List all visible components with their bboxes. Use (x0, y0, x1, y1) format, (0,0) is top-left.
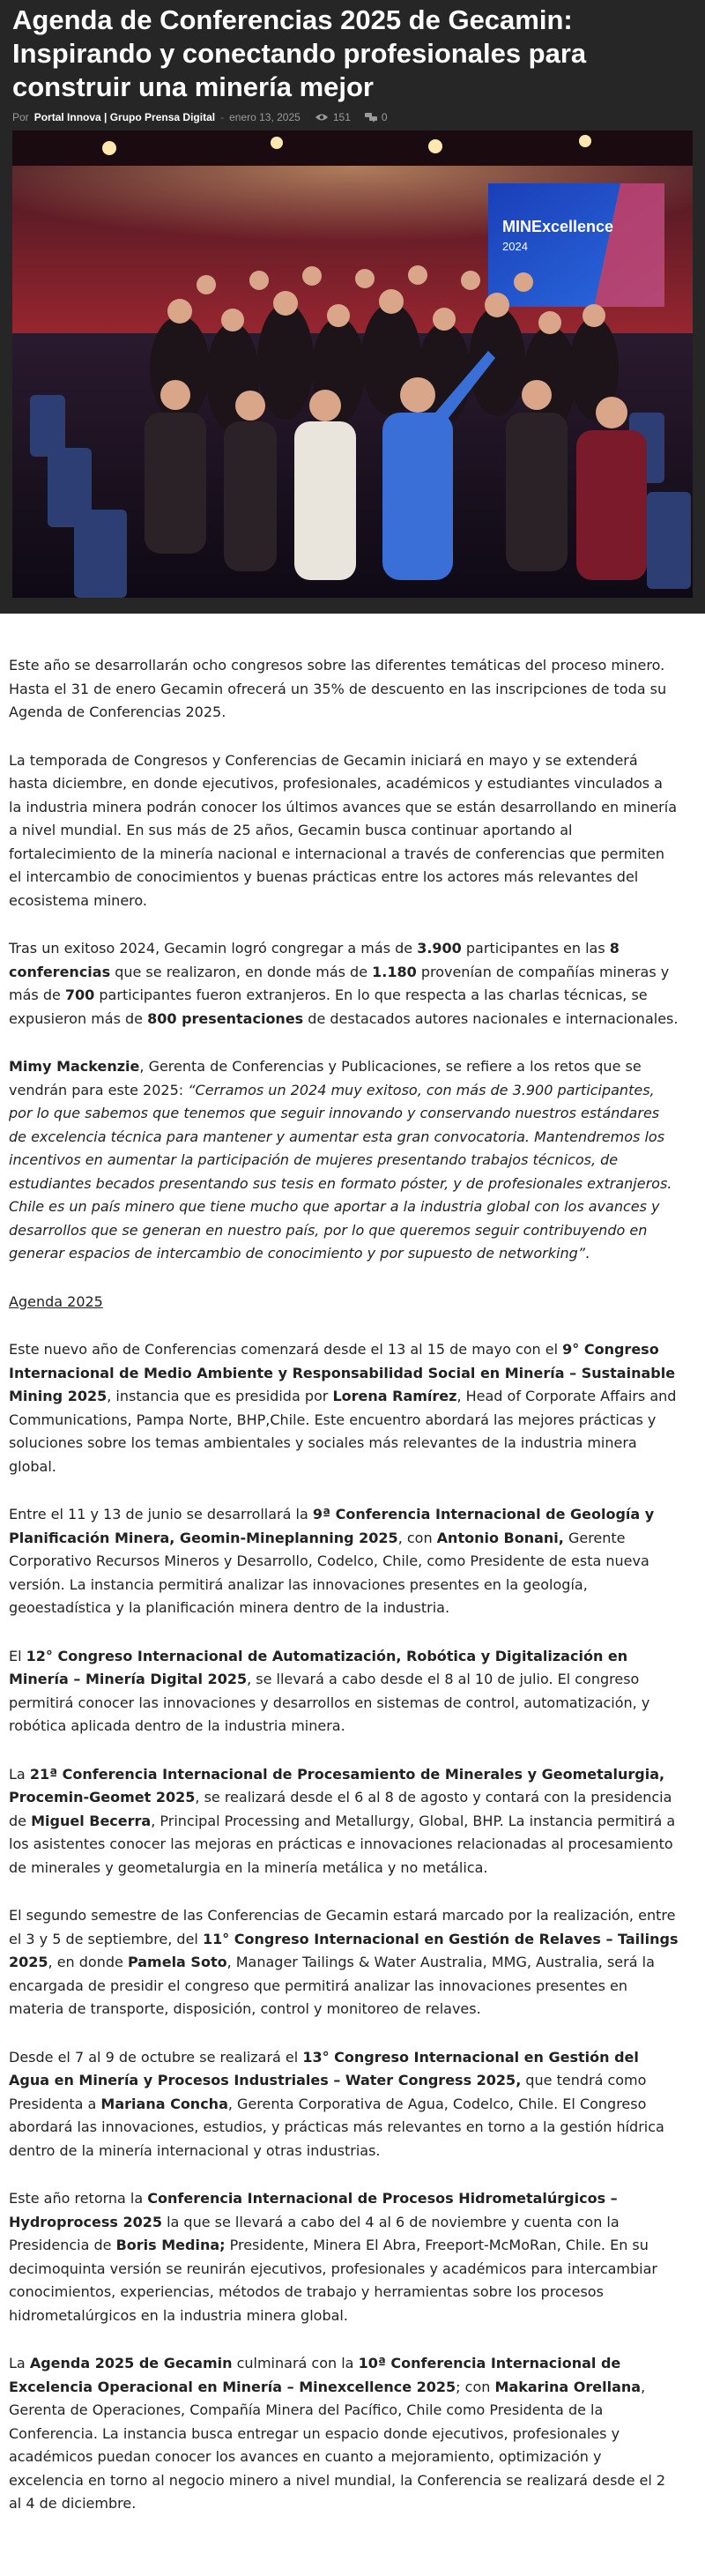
comments-stat[interactable] (365, 111, 388, 123)
text-run: El (9, 1647, 26, 1664)
publish-date: enero 13, 2025 (229, 111, 301, 123)
author-link[interactable]: Portal Innova | Grupo Prensa Digital (33, 111, 216, 123)
text-run: Entre el 11 y 13 de junio se desarrollará la (9, 1506, 313, 1523)
article-paragraph (9, 1291, 679, 1314)
conference-group-photo (12, 130, 693, 598)
text-run: , con (397, 1529, 437, 1546)
article-paragraph (9, 1055, 679, 1266)
text-run: que se realizaron, en donde más de (110, 963, 373, 980)
text-run: provenían de compañías mineras y más de (9, 963, 670, 1003)
bold-text: 10ª Conferencia Internacional de Excelencia Operacional en Minería – Minexcellence 2025 (9, 2355, 621, 2395)
text-run: , Principal Processing and Metallurgy, Global, BHP. La instancia permitirá a los asistentes conocer las mejoras en prácticas e innovaciones relacionadas al procesamiento de minerales y geometalurgia en la minería metálica y no metálica. (9, 1812, 676, 1876)
bold-text: Miguel Becerra (31, 1812, 152, 1829)
text-run: que tendrá como Presidenta a (9, 2072, 647, 2112)
bold-text: 8 conferencias (9, 940, 620, 980)
article-paragraph (9, 1645, 679, 1738)
article-paragraph (9, 1763, 679, 1880)
text-run: la que se llevará a cabo del 4 al 6 de noviembre y cuenta con la Presidencia de (9, 2213, 620, 2253)
comments-count: 0 (381, 111, 388, 123)
text-run: La (9, 2355, 30, 2371)
article-body (0, 614, 687, 2576)
bold-text: 3.900 (417, 940, 462, 957)
article-paragraph (9, 937, 679, 1031)
quote-text: “Cerramos un 2024 muy exitoso, con más de 3.900 participantes, por lo que sabemos que tenemos que seguir innovando y conservando nuestros estándares de excelencia técnica para mantener y aumentar esta gran convocatoria. Mantendremos los incentivos en aumentar la participación de mujeres presentando trabajos técnicos, de estudiantes becados presentando sus tesis en formato póster, y de profesionales extranjeros. Chile es un país minero que tiene mucho que aportar a la industria global con los avances y desarrollos que se generan en nuestro país, por lo que queremos seguir contribuyendo en generar espacios de intercambio de conocimiento y por supuesto de networking” (9, 1081, 672, 1262)
text-run: Tras un exitoso 2024, Gecamin logró congregar a más de (9, 940, 418, 957)
article-meta (0, 104, 705, 130)
text-run: , Manager Tailings & Water Australia, MMG, Australia, será la encargada de presidir el congreso que permitirá analizar las innovaciones presentes en materia de transporte, disposición, control y monitoreo de relaves. (9, 1954, 655, 2017)
bold-text: 9ª Conferencia Internacional de Geología y Planificación Minera, Geomin-Mineplanning 2025 (9, 1506, 655, 1546)
text-run: La (9, 1765, 30, 1783)
article-header (0, 0, 705, 614)
meta-separator: - (220, 111, 225, 123)
article-paragraph (9, 1904, 679, 2021)
text-run: ; con (456, 2378, 495, 2395)
text-run: , Head of Corporate Affairs and Communications, Pampa Norte, BHP,Chile. Este encuentro abordará las mejores prácticas y soluciones sobre los temas ambientales y sociales más relevantes de la industria minera global. (9, 1388, 677, 1475)
eye-icon (315, 113, 329, 122)
text-run: Este nuevo año de Conferencias comenzará desde el 13 al 15 de mayo con el (9, 1341, 563, 1358)
bold-text: Mimy Mackenzie (9, 1058, 140, 1075)
article-paragraph (9, 1503, 679, 1620)
bold-text: Antonio Bonani, (436, 1529, 564, 1546)
article-paragraph (9, 654, 679, 725)
by-label: Por (12, 111, 29, 123)
bold-text: 13° Congreso Internacional en Gestión del Agua en Minería y Procesos Industriales – Water Congress 2025, (9, 2048, 639, 2088)
bold-text: 700 (64, 986, 95, 1003)
article-paragraph (9, 1338, 679, 1478)
comments-icon (365, 113, 377, 123)
text-run: , instancia que es presidida por (107, 1388, 333, 1404)
text-run: participantes fueron extranjeros. En lo que respecta a las charlas técnicas, se expusieron más de (9, 986, 648, 1027)
text-run: . (585, 1245, 590, 1262)
text-run: , se llevará a cabo desde el 8 al 10 de julio. El congreso permitirá conocer las innovaciones y desarrollos en sistemas de control, automatización, y robótica aplicada dentro de la industria minera. (9, 1671, 650, 1734)
bold-text: 21ª Conferencia Internacional de Procesamiento de Minerales y Geometalurgia, Procemin-Geomet 2025 (9, 1765, 665, 1805)
views-stat (315, 111, 351, 123)
article-paragraph (9, 749, 679, 913)
screen-event-name: MINExcellence (502, 218, 614, 235)
text-run: Este año retorna la (9, 2190, 148, 2207)
bold-text: Conferencia Internacional de Procesos Hidrometalúrgicos – Hydroprocess 2025 (9, 2190, 618, 2230)
text-run: Presidente, Minera El Abra, Freeport-McMoRan, Chile. En su decimoquinta versión se reunirán ejecutivos, profesionales y académicos para intercambiar conocimientos, experiencias, métodos de trabajo y herramientas sobre los procesos hidrometalúrgicos en la industria minera global. (9, 2237, 657, 2324)
bold-text: Agenda 2025 de Gecamin (29, 2355, 233, 2371)
bold-text: 1.180 (372, 963, 417, 980)
text-run: culminará con la (232, 2355, 359, 2371)
text-run: Este año se desarrollarán ocho congresos sobre las diferentes temáticas del proceso minero. Hasta el 31 de enero Gecamin ofrecerá un 35% de descuento en las inscripciones de toda su Agenda de Conferencias 2025. (9, 657, 667, 720)
article-paragraph (9, 2187, 679, 2327)
article-title: Agenda de Conferencias 2025 de Gecamin: Inspirando y conectando profesionales para construir una minería mejor (12, 4, 587, 102)
bold-text: Makarina Orellana (494, 2378, 642, 2395)
bold-text: 11° Congreso Internacional en Gestión de Relaves – Tailings 2025 (9, 1930, 679, 1970)
event-screen (488, 183, 664, 307)
bold-text: Lorena Ramírez (332, 1388, 457, 1404)
text-run: participantes en las (461, 940, 610, 957)
bold-text: 800 presentaciones (147, 1009, 304, 1027)
screen-event-year: 2024 (502, 240, 528, 253)
text-run: , se realizará desde el 6 al 8 de agosto y contará con la presidencia de (9, 1789, 672, 1829)
text-run: de destacados autores nacionales e internacionales. (303, 1009, 679, 1027)
bold-text: 9° Congreso Internacional de Medio Ambiente y Responsabilidad Social en Minería – Sustainable Mining 2025 (9, 1341, 676, 1404)
text-run: , Gerenta Corporativa de Agua, Codelco, Chile. El Congreso abordará las innovaciones, estudios, y prácticas más relevantes en torno a la gestión hídrica dentro de la minería internacional y otras industrias. (9, 2095, 664, 2159)
bold-text: 12° Congreso Internacional de Automatización, Robótica y Digitalización en Minería – Minería Digital 2025 (9, 1647, 628, 1687)
views-count: 151 (332, 111, 351, 123)
text-run: Gerente Corporativo Recursos Mineros y Desarrollo, Codelco, Chile, como Presidente de esta nueva versión. La instancia permitirá analizar las innovaciones presentes en la geología, geoestadística y la planificación minera dentro de la industria. (9, 1529, 649, 1616)
section-heading: Agenda 2025 (9, 1292, 103, 1310)
text-run: Desde el 7 al 9 de octubre se realizará el (9, 2048, 303, 2066)
article-paragraph (9, 2046, 679, 2163)
bold-text: Mariana Concha (100, 2095, 228, 2112)
article-paragraph (9, 2352, 679, 2516)
text-run: , Gerenta de Operaciones, Compañía Minera del Pacífico, Chile como Presidenta de la Conferencia. La instancia busca entregar un espacio donde ejecutivos, profesionales y académicos puedan conocer los avances en cuanto a mejoramiento, optimización y excelencia en torno al negocio minero a nivel mundial, la Conferencia se realizará desde el 2 al 4 de diciembre. (9, 2378, 666, 2512)
text-run: La temporada de Congresos y Conferencias de Gecamin iniciará en mayo y se extenderá hasta diciembre, en donde ejecutivos, profesionales, académicos y estudiantes vinculados a la industria minera podrán conocer los últimos avances que se están desarrollando en minería a nivel mundial. En sus más de 25 años, Gecamin busca continuar aportando al fortalecimiento de la minería nacional e internacional a través de conferencias que permiten el intercambio de conocimientos y buenas prácticas entre los actores más relevantes del ecosistema minero. (9, 751, 678, 909)
text-run: , en donde (48, 1954, 128, 1970)
bold-text: Pamela Soto (127, 1954, 227, 1970)
text-run: El segundo semestre de las Conferencias de Gecamin estará marcado por la realización, entre el 3 y 5 de septiembre, del (9, 1907, 676, 1947)
text-run: , Gerenta de Conferencias y Publicaciones, se refiere a los retos que se vendrán para este 2025: (9, 1058, 642, 1098)
bold-text: Boris Medina; (115, 2237, 226, 2253)
